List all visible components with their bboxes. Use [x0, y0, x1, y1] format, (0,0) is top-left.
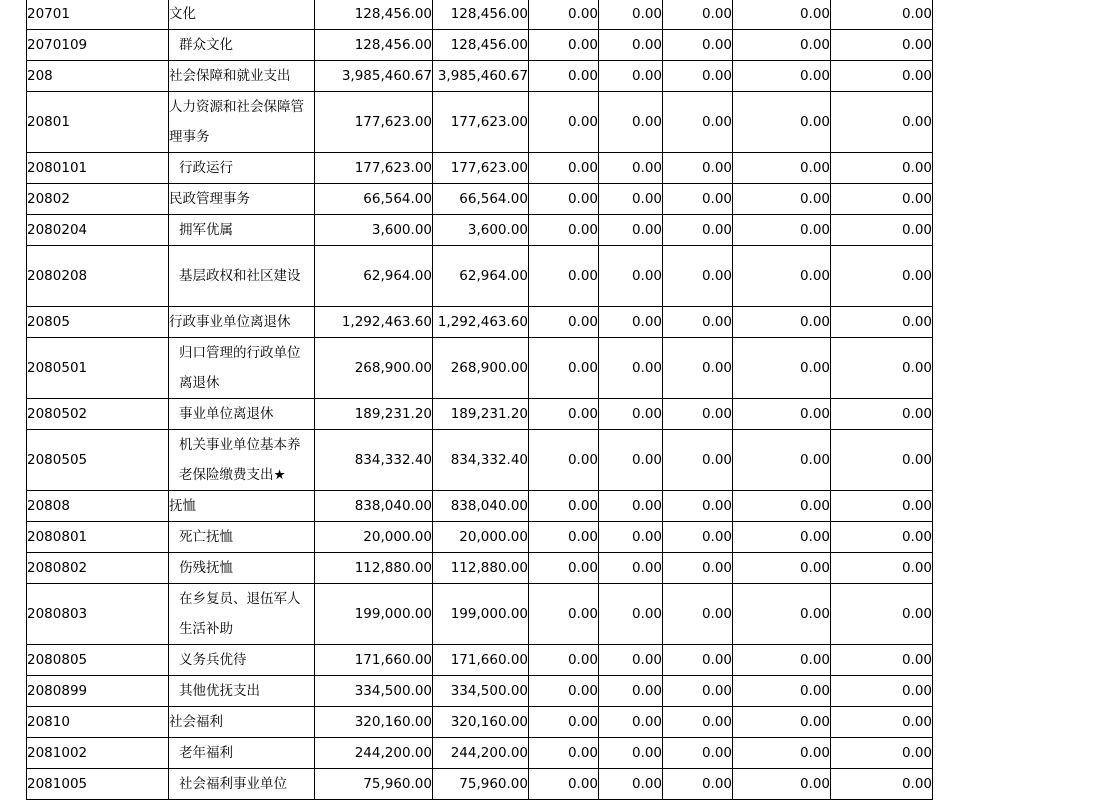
cell-general-budget[interactable]: 268,900.00: [433, 338, 529, 399]
cell-code[interactable]: 2080204: [27, 215, 169, 246]
cell-code[interactable]: 20801: [27, 92, 169, 153]
cell-col-7[interactable]: 0.00: [831, 0, 933, 30]
cell-col-4[interactable]: 0.00: [599, 184, 663, 215]
cell-code[interactable]: 2080502: [27, 399, 169, 430]
cell-col-5[interactable]: 0.00: [663, 738, 733, 769]
cell-col-6[interactable]: 0.00: [733, 430, 831, 491]
cell-name[interactable]: 归口管理的行政单位离退休: [169, 338, 315, 399]
cell-name[interactable]: 社会福利事业单位: [169, 769, 315, 800]
cell-col-7[interactable]: 0.00: [831, 553, 933, 584]
table-row: [27, 30, 933, 61]
budget-expenditure-table: [26, 0, 933, 800]
cell-col-3[interactable]: 0.00: [529, 491, 599, 522]
cell-name[interactable]: 机关事业单位基本养老保险缴费支出★: [169, 430, 315, 491]
cell-name[interactable]: 社会保障和就业支出: [169, 61, 315, 92]
cell-col-3[interactable]: 0.00: [529, 676, 599, 707]
cell-name[interactable]: 老年福利: [169, 738, 315, 769]
table-row: [27, 153, 933, 184]
cell-col-3[interactable]: 0.00: [529, 246, 599, 307]
cell-col-7[interactable]: 0.00: [831, 184, 933, 215]
cell-general-budget[interactable]: 112,880.00: [433, 553, 529, 584]
cell-col-7[interactable]: 0.00: [831, 430, 933, 491]
table-row: [27, 553, 933, 584]
cell-total[interactable]: 189,231.20: [315, 399, 433, 430]
cell-col-6[interactable]: 0.00: [733, 399, 831, 430]
table-row: [27, 92, 933, 153]
cell-col-6[interactable]: 0.00: [733, 92, 831, 153]
cell-total[interactable]: 320,160.00: [315, 707, 433, 738]
table-row: [27, 491, 933, 522]
cell-code[interactable]: 2080805: [27, 645, 169, 676]
cell-total[interactable]: 244,200.00: [315, 738, 433, 769]
cell-col-5[interactable]: 0.00: [663, 553, 733, 584]
cell-col-4[interactable]: 0.00: [599, 30, 663, 61]
cell-col-4[interactable]: 0.00: [599, 307, 663, 338]
cell-col-6[interactable]: 0.00: [733, 522, 831, 553]
cell-total[interactable]: 171,660.00: [315, 645, 433, 676]
cell-col-5[interactable]: 0.00: [663, 645, 733, 676]
cell-general-budget[interactable]: 171,660.00: [433, 645, 529, 676]
cell-col-7[interactable]: 0.00: [831, 769, 933, 800]
cell-col-3[interactable]: 0.00: [529, 307, 599, 338]
cell-col-5[interactable]: 0.00: [663, 153, 733, 184]
cell-code[interactable]: 20808: [27, 491, 169, 522]
cell-col-4[interactable]: 0.00: [599, 522, 663, 553]
cell-col-7[interactable]: 0.00: [831, 246, 933, 307]
cell-code[interactable]: 2080505: [27, 430, 169, 491]
cell-name[interactable]: 死亡抚恤: [169, 522, 315, 553]
cell-col-6[interactable]: 0.00: [733, 338, 831, 399]
cell-col-7[interactable]: 0.00: [831, 61, 933, 92]
cell-name[interactable]: 民政管理事务: [169, 184, 315, 215]
table-row: [27, 584, 933, 645]
table-row: [27, 522, 933, 553]
cell-col-3[interactable]: 0.00: [529, 215, 599, 246]
cell-col-6[interactable]: 0.00: [733, 676, 831, 707]
cell-total[interactable]: 834,332.40: [315, 430, 433, 491]
cell-col-4[interactable]: 0.00: [599, 153, 663, 184]
cell-name[interactable]: 拥军优属: [169, 215, 315, 246]
table-row: [27, 184, 933, 215]
cell-col-3[interactable]: 0.00: [529, 184, 599, 215]
cell-code[interactable]: 2080208: [27, 246, 169, 307]
table-row: [27, 738, 933, 769]
cell-col-5[interactable]: 0.00: [663, 430, 733, 491]
cell-col-7[interactable]: 0.00: [831, 307, 933, 338]
table-row: [27, 338, 933, 399]
cell-col-3[interactable]: 0.00: [529, 769, 599, 800]
table-row: [27, 430, 933, 491]
cell-col-3[interactable]: 0.00: [529, 0, 599, 30]
cell-col-5[interactable]: 0.00: [663, 246, 733, 307]
cell-col-5[interactable]: 0.00: [663, 338, 733, 399]
cell-code[interactable]: 20802: [27, 184, 169, 215]
cell-total[interactable]: 20,000.00: [315, 522, 433, 553]
cell-general-budget[interactable]: 3,600.00: [433, 215, 529, 246]
cell-name[interactable]: 行政事业单位离退休: [169, 307, 315, 338]
cell-col-5[interactable]: 0.00: [663, 0, 733, 30]
cell-col-6[interactable]: 0.00: [733, 645, 831, 676]
cell-general-budget[interactable]: 244,200.00: [433, 738, 529, 769]
cell-col-4[interactable]: 0.00: [599, 584, 663, 645]
cell-col-4[interactable]: 0.00: [599, 430, 663, 491]
cell-col-5[interactable]: 0.00: [663, 61, 733, 92]
cell-col-5[interactable]: 0.00: [663, 184, 733, 215]
table-row: [27, 707, 933, 738]
cell-col-3[interactable]: 0.00: [529, 553, 599, 584]
cell-col-3[interactable]: 0.00: [529, 707, 599, 738]
cell-general-budget[interactable]: 834,332.40: [433, 430, 529, 491]
cell-col-4[interactable]: 0.00: [599, 61, 663, 92]
cell-col-4[interactable]: 0.00: [599, 0, 663, 30]
cell-col-6[interactable]: 0.00: [733, 246, 831, 307]
cell-col-6[interactable]: 0.00: [733, 184, 831, 215]
cell-col-6[interactable]: 0.00: [733, 769, 831, 800]
cell-total[interactable]: 838,040.00: [315, 491, 433, 522]
cell-col-6[interactable]: 0.00: [733, 738, 831, 769]
cell-col-4[interactable]: 0.00: [599, 769, 663, 800]
cell-col-7[interactable]: 0.00: [831, 522, 933, 553]
cell-col-3[interactable]: 0.00: [529, 522, 599, 553]
table-row: [27, 61, 933, 92]
cell-col-7[interactable]: 0.00: [831, 338, 933, 399]
cell-col-3[interactable]: 0.00: [529, 92, 599, 153]
cell-general-budget[interactable]: 320,160.00: [433, 707, 529, 738]
cell-col-3[interactable]: 0.00: [529, 30, 599, 61]
cell-col-7[interactable]: 0.00: [831, 676, 933, 707]
cell-col-6[interactable]: 0.00: [733, 30, 831, 61]
cell-col-4[interactable]: 0.00: [599, 645, 663, 676]
cell-code[interactable]: 2080501: [27, 338, 169, 399]
table-row: [27, 769, 933, 800]
cell-total[interactable]: 177,623.00: [315, 92, 433, 153]
cell-code[interactable]: 2080802: [27, 553, 169, 584]
cell-col-4[interactable]: 0.00: [599, 491, 663, 522]
cell-code[interactable]: 2081005: [27, 769, 169, 800]
cell-code[interactable]: 2080899: [27, 676, 169, 707]
cell-code[interactable]: 2070109: [27, 30, 169, 61]
cell-col-5[interactable]: 0.00: [663, 307, 733, 338]
cell-col-3[interactable]: 0.00: [529, 338, 599, 399]
table-row: [27, 215, 933, 246]
cell-col-7[interactable]: 0.00: [831, 153, 933, 184]
cell-name[interactable]: 在乡复员、退伍军人生活补助: [169, 584, 315, 645]
cell-name[interactable]: 义务兵优待: [169, 645, 315, 676]
cell-code[interactable]: 20701: [27, 0, 169, 30]
table-row: [27, 0, 933, 30]
cell-total[interactable]: 112,880.00: [315, 553, 433, 584]
cell-name[interactable]: 其他优抚支出: [169, 676, 315, 707]
cell-col-4[interactable]: 0.00: [599, 553, 663, 584]
cell-total[interactable]: 3,985,460.67: [315, 61, 433, 92]
cell-code[interactable]: 2080801: [27, 522, 169, 553]
cell-total[interactable]: 66,564.00: [315, 184, 433, 215]
cell-total[interactable]: 3,600.00: [315, 215, 433, 246]
cell-col-4[interactable]: 0.00: [599, 707, 663, 738]
cell-col-5[interactable]: 0.00: [663, 215, 733, 246]
cell-total[interactable]: 128,456.00: [315, 30, 433, 61]
cell-col-3[interactable]: 0.00: [529, 584, 599, 645]
cell-name[interactable]: 群众文化: [169, 30, 315, 61]
cell-col-6[interactable]: 0.00: [733, 61, 831, 92]
cell-col-5[interactable]: 0.00: [663, 707, 733, 738]
cell-col-3[interactable]: 0.00: [529, 430, 599, 491]
cell-general-budget[interactable]: 3,985,460.67: [433, 61, 529, 92]
cell-name[interactable]: 人力资源和社会保障管理事务: [169, 92, 315, 153]
cell-col-7[interactable]: 0.00: [831, 491, 933, 522]
cell-col-6[interactable]: 0.00: [733, 0, 831, 30]
cell-col-5[interactable]: 0.00: [663, 769, 733, 800]
cell-general-budget[interactable]: 75,960.00: [433, 769, 529, 800]
cell-total[interactable]: 334,500.00: [315, 676, 433, 707]
cell-col-4[interactable]: 0.00: [599, 246, 663, 307]
cell-col-6[interactable]: 0.00: [733, 153, 831, 184]
cell-col-4[interactable]: 0.00: [599, 738, 663, 769]
cell-col-5[interactable]: 0.00: [663, 30, 733, 61]
table-row: [27, 399, 933, 430]
cell-general-budget[interactable]: 189,231.20: [433, 399, 529, 430]
cell-code[interactable]: 20810: [27, 707, 169, 738]
cell-name[interactable]: 伤残抚恤: [169, 553, 315, 584]
cell-total[interactable]: 268,900.00: [315, 338, 433, 399]
cell-col-3[interactable]: 0.00: [529, 153, 599, 184]
cell-name[interactable]: 行政运行: [169, 153, 315, 184]
cell-code[interactable]: 20805: [27, 307, 169, 338]
cell-col-6[interactable]: 0.00: [733, 553, 831, 584]
cell-col-7[interactable]: 0.00: [831, 92, 933, 153]
cell-general-budget[interactable]: 334,500.00: [433, 676, 529, 707]
table-body: [27, 0, 933, 800]
cell-general-budget[interactable]: 199,000.00: [433, 584, 529, 645]
cell-col-5[interactable]: 0.00: [663, 399, 733, 430]
cell-code[interactable]: 2080101: [27, 153, 169, 184]
cell-general-budget[interactable]: 177,623.00: [433, 92, 529, 153]
cell-col-7[interactable]: 0.00: [831, 584, 933, 645]
cell-col-5[interactable]: 0.00: [663, 676, 733, 707]
cell-col-4[interactable]: 0.00: [599, 399, 663, 430]
cell-name[interactable]: 文化: [169, 0, 315, 30]
cell-col-5[interactable]: 0.00: [663, 92, 733, 153]
cell-name[interactable]: 抚恤: [169, 491, 315, 522]
cell-name[interactable]: 社会福利: [169, 707, 315, 738]
cell-name[interactable]: 事业单位离退休: [169, 399, 315, 430]
cell-total[interactable]: 199,000.00: [315, 584, 433, 645]
cell-col-3[interactable]: 0.00: [529, 399, 599, 430]
cell-col-3[interactable]: 0.00: [529, 645, 599, 676]
cell-col-6[interactable]: 0.00: [733, 307, 831, 338]
cell-col-6[interactable]: 0.00: [733, 215, 831, 246]
cell-col-5[interactable]: 0.00: [663, 584, 733, 645]
cell-col-4[interactable]: 0.00: [599, 676, 663, 707]
cell-general-budget[interactable]: 838,040.00: [433, 491, 529, 522]
cell-code[interactable]: 208: [27, 61, 169, 92]
cell-general-budget[interactable]: 128,456.00: [433, 30, 529, 61]
cell-col-7[interactable]: 0.00: [831, 30, 933, 61]
cell-general-budget[interactable]: 62,964.00: [433, 246, 529, 307]
cell-total[interactable]: 1,292,463.60: [315, 307, 433, 338]
cell-col-7[interactable]: 0.00: [831, 399, 933, 430]
cell-col-5[interactable]: 0.00: [663, 522, 733, 553]
cell-general-budget[interactable]: 177,623.00: [433, 153, 529, 184]
cell-col-4[interactable]: 0.00: [599, 92, 663, 153]
cell-col-3[interactable]: 0.00: [529, 738, 599, 769]
cell-col-7[interactable]: 0.00: [831, 645, 933, 676]
cell-col-6[interactable]: 0.00: [733, 707, 831, 738]
cell-col-7[interactable]: 0.00: [831, 215, 933, 246]
table-row: [27, 307, 933, 338]
cell-total[interactable]: 62,964.00: [315, 246, 433, 307]
cell-col-6[interactable]: 0.00: [733, 584, 831, 645]
table-row: [27, 246, 933, 307]
cell-total[interactable]: 128,456.00: [315, 0, 433, 30]
table-row: [27, 645, 933, 676]
cell-col-4[interactable]: 0.00: [599, 215, 663, 246]
cell-general-budget[interactable]: 20,000.00: [433, 522, 529, 553]
cell-code[interactable]: 2081002: [27, 738, 169, 769]
cell-col-3[interactable]: 0.00: [529, 61, 599, 92]
cell-col-5[interactable]: 0.00: [663, 491, 733, 522]
cell-col-4[interactable]: 0.00: [599, 338, 663, 399]
cell-total[interactable]: 75,960.00: [315, 769, 433, 800]
cell-general-budget[interactable]: 1,292,463.60: [433, 307, 529, 338]
cell-total[interactable]: 177,623.00: [315, 153, 433, 184]
table-row: [27, 676, 933, 707]
cell-general-budget[interactable]: 66,564.00: [433, 184, 529, 215]
cell-col-6[interactable]: 0.00: [733, 491, 831, 522]
cell-col-7[interactable]: 0.00: [831, 738, 933, 769]
cell-code[interactable]: 2080803: [27, 584, 169, 645]
cell-general-budget[interactable]: 128,456.00: [433, 0, 529, 30]
cell-col-7[interactable]: 0.00: [831, 707, 933, 738]
cell-name[interactable]: 基层政权和社区建设: [169, 246, 315, 307]
